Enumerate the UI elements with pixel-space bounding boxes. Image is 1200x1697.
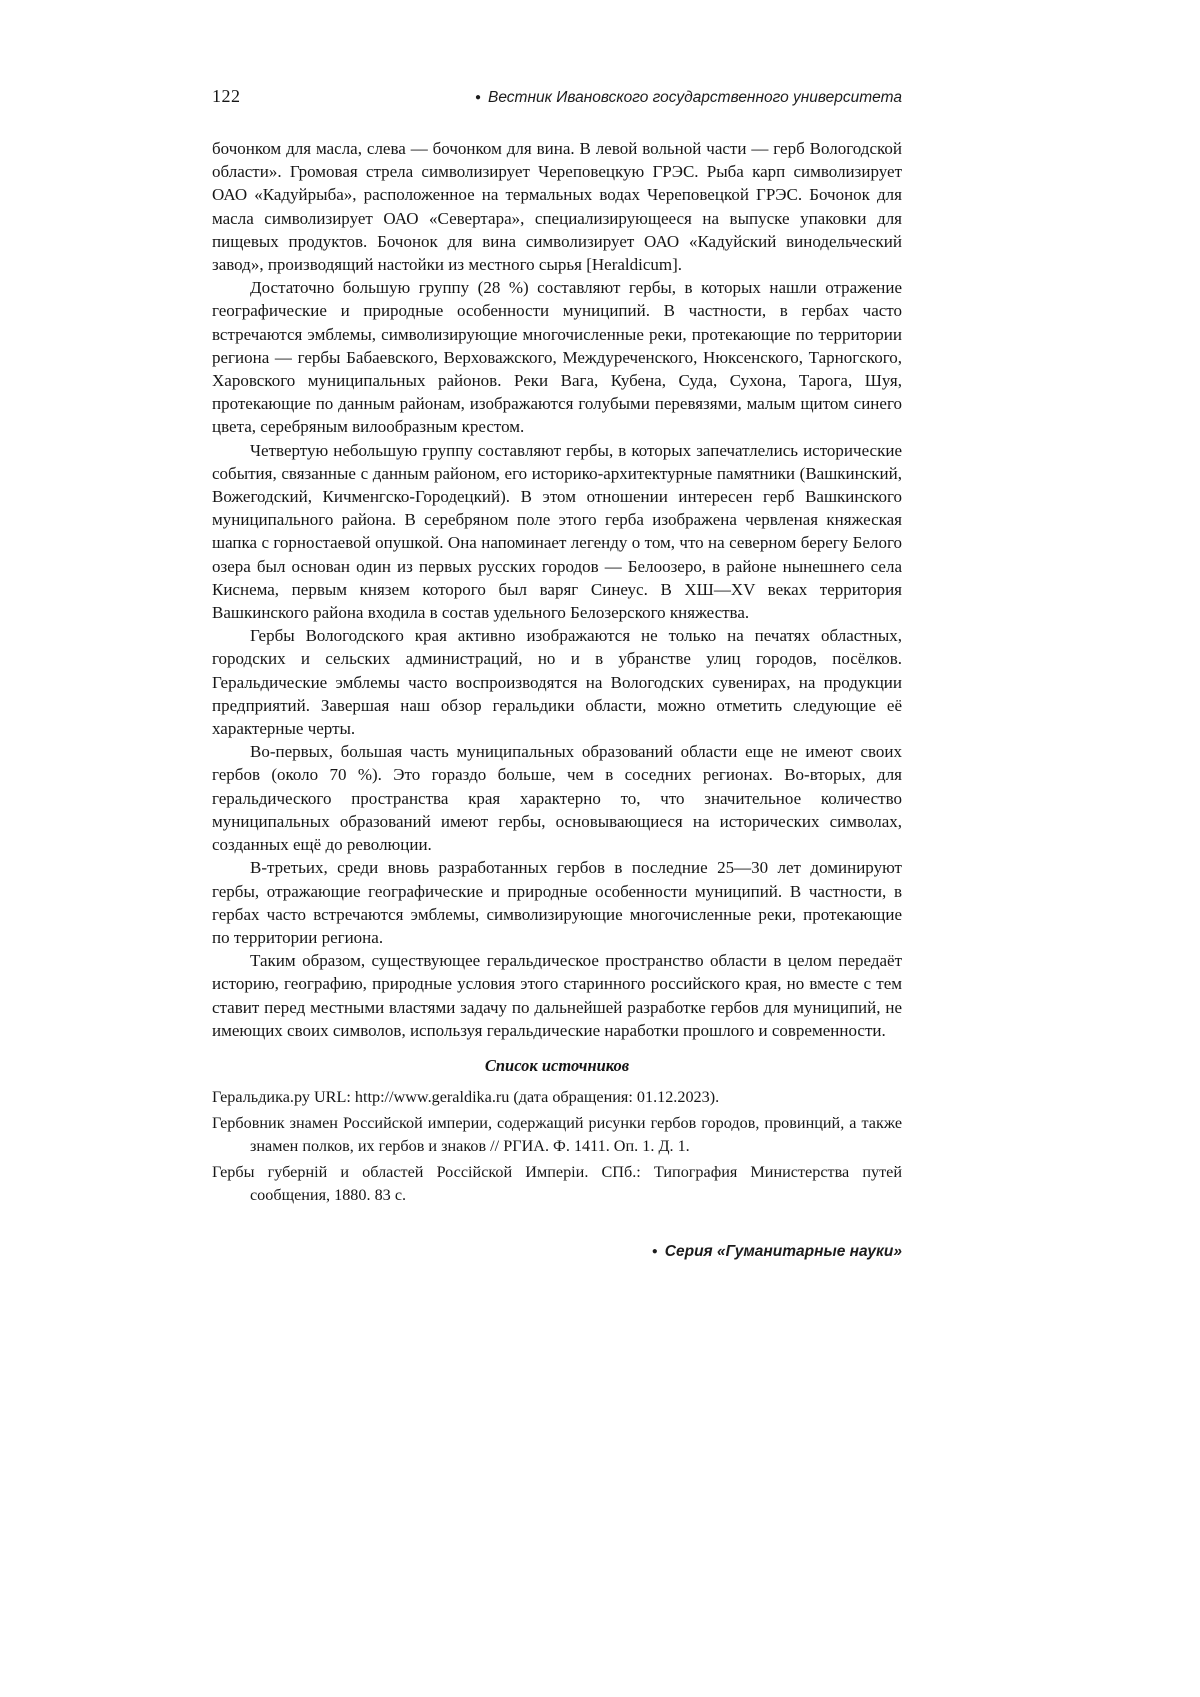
journal-title: Вестник Ивановского государственного университета — [488, 89, 902, 106]
bullet-icon: ● — [651, 1245, 658, 1257]
body-paragraph: бочонком для масла, слева — бочонком для вина. В левой вольной части — герб Вологодской области». Громовая стрела символизирует Череповецкую ГРЭС. Рыба карп символизирует ОАО «Кадуйрыба», расположенное на термальных водах Череповецкой ГРЭС. Бочонок для масла символизирует ОАО «Севертара», специализирующееся на выпуске упаковки для пищевых продуктов. Бочонок для вина символизирует ОАО «Кадуйский винодельческий завод», производящий настойки из местного сырья [Heraldicum]. — [212, 139, 902, 275]
bullet-icon: ● — [474, 92, 482, 103]
body-paragraph: Гербы Вологодского края активно изображаются не только на печатях областных, городских и сельских администраций, но и в убранстве улиц городов, посёлков. Геральдические эмблемы часто воспроизводятся на Вологодских сувенирах, на продукции предприятий. Завершая наш обзор геральдики области, можно отметить следующие её характерные черты. — [212, 626, 902, 739]
page-header — [212, 86, 902, 107]
page-content — [212, 0, 902, 1261]
article-body — [212, 137, 902, 1042]
running-title — [475, 89, 902, 107]
series-title: Серия «Гуманитарные науки» — [664, 1242, 902, 1260]
reference-item: Гербы губерній и областей Россійской Имперіи. СПб.: Типография Министерства путей сообщения, 1880. 83 с. — [212, 1162, 902, 1204]
page-number: 122 — [212, 86, 241, 106]
body-paragraph: В-третьих, среди вновь разработанных гербов в последние 25—30 лет доминируют гербы, отражающие географические и природные особенности муниципий. В частности, в гербах часто встречаются эмблемы, символизирующие многочисленные реки, протекающие по территории региона. — [212, 858, 902, 947]
references-list — [212, 1086, 902, 1207]
sources-heading: Список источников — [484, 1055, 630, 1075]
reference-item: Геральдика.ру URL: http://www.geraldika.ru (дата обращения: 01.12.2023). — [212, 1087, 720, 1106]
body-paragraph: Четвертую небольшую группу составляют гербы, в которых запечатлелись исторические события, связанные с данным районом, его историко-архитектурные памятники (Вашкинский, Вожегодский, Кичменгско-Городецкий). В этом отношении интересен герб Вашкинского муниципального района. В серебряном поле этого герба изображена червленая княжеская шапка с горностаевой опушкой. Она напоминает легенду о том, что на северном берегу Белого озера был основан один из первых русских городов — Белоозеро, в районе нынешнего села Киснема, первым князем которого был варяг Синеус. В ХШ—XV веках территория Вашкинского района входила в состав удельного Белозерского княжества. — [212, 440, 902, 623]
body-paragraph: Во-первых, большая часть муниципальных образований области еще не имеют своих гербов (около 70 %). Это гораздо больше, чем в соседних регионах. Во-вторых, для геральдического пространства края характерно то, что значительное количество муниципальных образований имеют гербы, основывающиеся на исторических символах, созданных ещё до революции. — [212, 742, 902, 855]
body-paragraph: Таким образом, существующее геральдическое пространство области в целом передаёт историю, географию, природные условия этого старинного российского края, но вместе с тем ставит перед местными властями задачу по дальнейшей разработке гербов для муниципий, не имеющих своих символов, используя геральдические наработки прошлого и современности. — [212, 951, 902, 1040]
body-paragraph: Достаточно большую группу (28 %) составляют гербы, в которых нашли отражение географические и природные особенности муниципий. В частности, в гербах часто встречаются эмблемы, символизирующие многочисленные реки, протекающие по территории региона — гербы Бабаевского, Верховажского, Междуреченского, Нюксенского, Тарногского, Харовского муниципальных районов. Реки Вага, Кубена, Суда, Сухона, Тарога, Шуя, протекающие по данным районам, изображаются голубыми перевязями, малым щитом синего цвета, серебряным вилообразным крестом. — [212, 278, 902, 437]
reference-item: Гербовник знамен Российской империи, содержащий рисунки гербов городов, провинций, а также знамен полков, их гербов и знаков // РГИА. Ф. 1411. Оп. 1. Д. 1. — [212, 1113, 902, 1155]
page-footer — [212, 1243, 902, 1261]
